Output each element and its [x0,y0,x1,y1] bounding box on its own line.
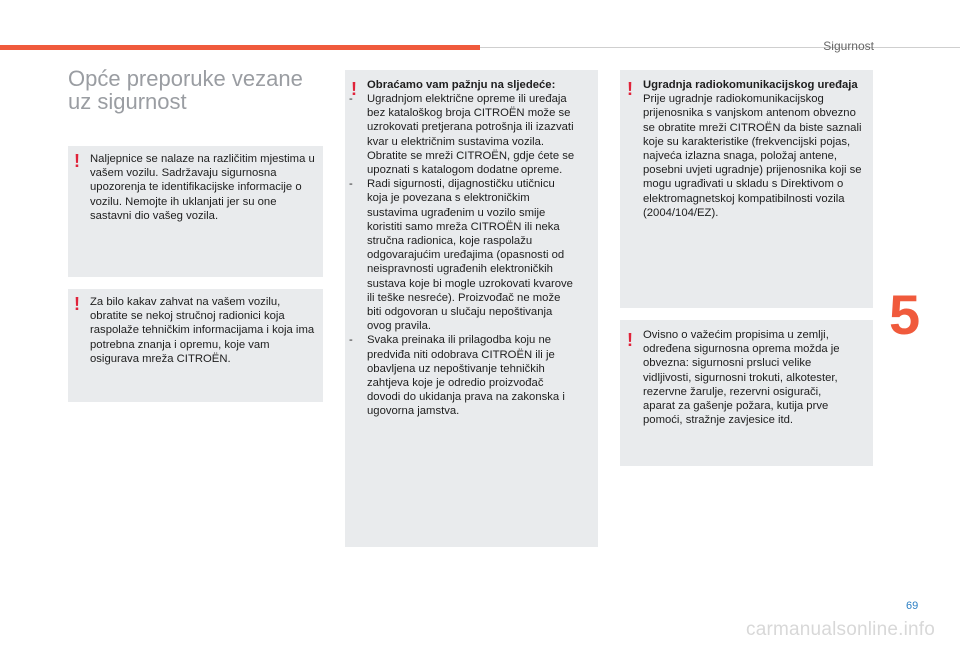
warning-icon: ! [351,79,357,99]
list-item: - Svaka preinaka ili prilagodba koju ne predviđa niti odobrava CITROËN ili je obavljena uz nepoštivanje tehničkih zahtjeva koje je odredio proizvođač dovodi do ukidanja prava na zakonska i ugovorna jamstva. [349,333,576,418]
note-labels-text: Naljepnice se nalaze na različitim mjestima u vašem vozilu. Sadržavaju sigurnosna upozorenja te identifikacijske informacije o vozilu. Nemojte ih uklanjati jer su one sastavni dio vašeg vozila. [90,153,315,222]
note-radio-content [643,78,869,220]
warning-icon: ! [627,79,633,99]
watermark: carmanualsonline.info [746,619,936,640]
chapter-number: 5 [889,283,921,346]
page-number: 69 [906,600,919,612]
header-accent-bar [0,45,480,50]
page-title-line-2: uz sigurnost [68,89,187,114]
warning-icon: ! [74,151,80,171]
list-item: - Ugradnjom električne opreme ili uređaja bez kataloškog broja CITROËN može se uzrokovati pretjerana potrošnja ili izazvati kvar u električnim sustavima vozila. Obratite se mreži CITROËN, gdje ćete se upoznati s katalogom dodatne opreme. [349,92,576,177]
warning-icon: ! [74,294,80,314]
section-label: Sigurnost [823,39,874,53]
list-item: - Radi sigurnosti, dijagnostičku utičnicu koja je povezana s elektroničkim sustavima ugrađenim u vozilo smije koristiti samo mreža CITROËN ili neka stručna radionica, koje raspolažu odgovarajućim uređajima (opasnosti od neispravnosti ugrađenih elektroničkih sustava koje bi mogle uzrokovati kvarove ili teške nesreće). Proizvođač ne može biti odgovoran u slučaju nepoštivanja ovog pravila. [349,177,576,333]
page-title [68,67,328,113]
note-workshop-text: Za bilo kakav zahvat na vašem vozilu, obratite se nekoj stručnoj radionici koja raspolaže tehničkim informacijama i koja ima potrebna znanja i opremu, koje vam osigurava mreža CITROËN. [90,296,315,365]
note-attention-heading: Obraćamo vam pažnju na sljedeće: [367,79,556,91]
page-title-line-1: Opće preporuke vezane [68,66,303,91]
header-divider [480,47,960,48]
note-attention-list [349,92,576,419]
note-radio-heading: Ugradnja radiokomunikacijskog uređaja [643,79,858,91]
note-radio-text: Prije ugradnje radiokomunikacijskog prijenosnika s vanjskom antenom obvezno se obratite mreži CITROËN da biste saznali koje su karakteristike (frekvencijski pojas, najveća izlazna snaga, položaj antene, posebni uvjeti ugradnje) prijenosnika koji se mogu ugrađivati u skladu s Direktivom o elektromagnetskoj kompatibilnosti vozila (2004/104/EZ). [643,93,862,219]
note-attention-content [367,78,594,92]
warning-icon: ! [627,330,633,350]
note-attention-list-wrap [349,92,576,419]
note-equipment-text: Ovisno o važećim propisima u zemlji, određena sigurnosna oprema možda je obvezna: sigurnosni prsluci velike vidljivosti, sigurnosni trokuti, alkotester, rezervne žarulje, rezervni osigurači, aparat za gašenje požara, kutija prve pomoći, stražnje zavjesice itd. [643,329,840,427]
